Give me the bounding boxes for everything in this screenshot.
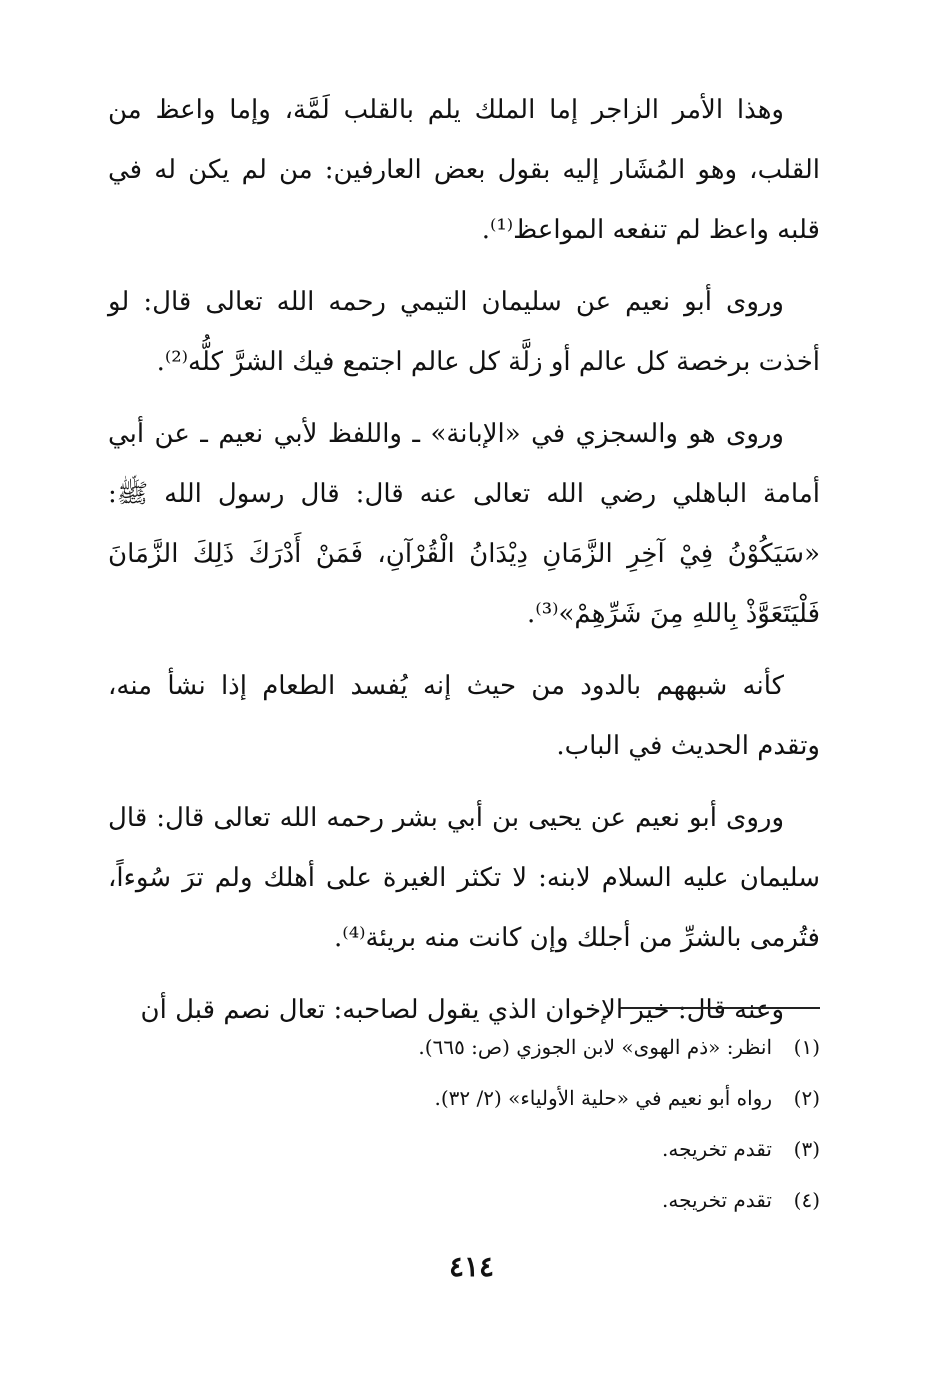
footnote-text: انظر: «ذم الهوى» لابن الجوزي (ص: ٦٦٥). xyxy=(418,1035,772,1059)
paragraph xyxy=(108,788,820,968)
paragraph-text: وروى هو والسجزي في «الإبانة» ـ واللفظ لأبي نعيم ـ عن أبي أمامة الباهلي رضي الله تعالى عنه قال: قال رسول الله ﷺ: «سَيَكُوْنُ فِيْ آخِرِ الزَّمَانِ دِيْدَانُ الْقُرْآنِ، فَمَنْ أَدْرَكَ ذَلِكَ الزَّمَانَ فَلْيَتَعَوَّذْ بِاللهِ مِنَ شَرِّهِمْ»⁽³⁾. xyxy=(108,419,820,629)
paragraph xyxy=(108,272,820,392)
paragraph xyxy=(108,80,820,260)
footnote-number: (٣) xyxy=(793,1137,820,1161)
paragraph-text: وعنه قال: خير الإخوان الذي يقول لصاحبه: تعال نصم قبل أن xyxy=(140,995,784,1025)
paragraph-text: كأنه شبههم بالدود من حيث إنه يُفسد الطعام إذا نشأ منه، وتقدم الحديث في الباب. xyxy=(108,671,820,761)
footnotes xyxy=(108,1022,820,1226)
paragraph-text: وروى أبو نعيم عن سليمان التيمي رحمه الله تعالى قال: لو أخذت برخصة كل عالم أو زلَّة كل عالم اجتمع فيك الشرَّ كلُّه⁽²⁾. xyxy=(108,287,820,377)
paragraph-text: وهذا الأمر الزاجر إما الملك يلم بالقلب لَمَّة، وإما واعظ من القلب، وهو المُشَار إليه بقول بعض العارفين: من لم يكن له في قلبه واعظ لم تنفعه المواعظ⁽¹⁾. xyxy=(108,95,820,245)
paragraph xyxy=(108,656,820,776)
footnote-text: رواه أبو نعيم في «حلية الأولياء» (٢/ ٣٢). xyxy=(434,1086,772,1110)
paragraph xyxy=(108,404,820,644)
footnote xyxy=(108,1073,820,1124)
footnote-number: (٤) xyxy=(793,1188,820,1212)
footnote xyxy=(108,1175,820,1226)
footnote-number: (٢) xyxy=(793,1086,820,1110)
footnote xyxy=(108,1124,820,1175)
footnote xyxy=(108,1022,820,1073)
footnote-text: تقدم تخريجه. xyxy=(662,1188,772,1212)
footnote-number: (١) xyxy=(793,1035,820,1059)
page-number: ٤١٤ xyxy=(448,1250,495,1283)
main-text xyxy=(108,80,820,1052)
footnote-divider xyxy=(620,1007,820,1009)
paragraph-text: وروى أبو نعيم عن يحيى بن أبي بشر رحمه الله تعالى قال: قال سليمان عليه السلام لابنه: لا تكثر الغيرة على أهلك ولم ترَ سُوءاً، فتُرمى بالشرِّ من أجلك وإن كانت منه بريئة⁽⁴⁾. xyxy=(108,803,820,953)
footnote-text: تقدم تخريجه. xyxy=(662,1137,772,1161)
